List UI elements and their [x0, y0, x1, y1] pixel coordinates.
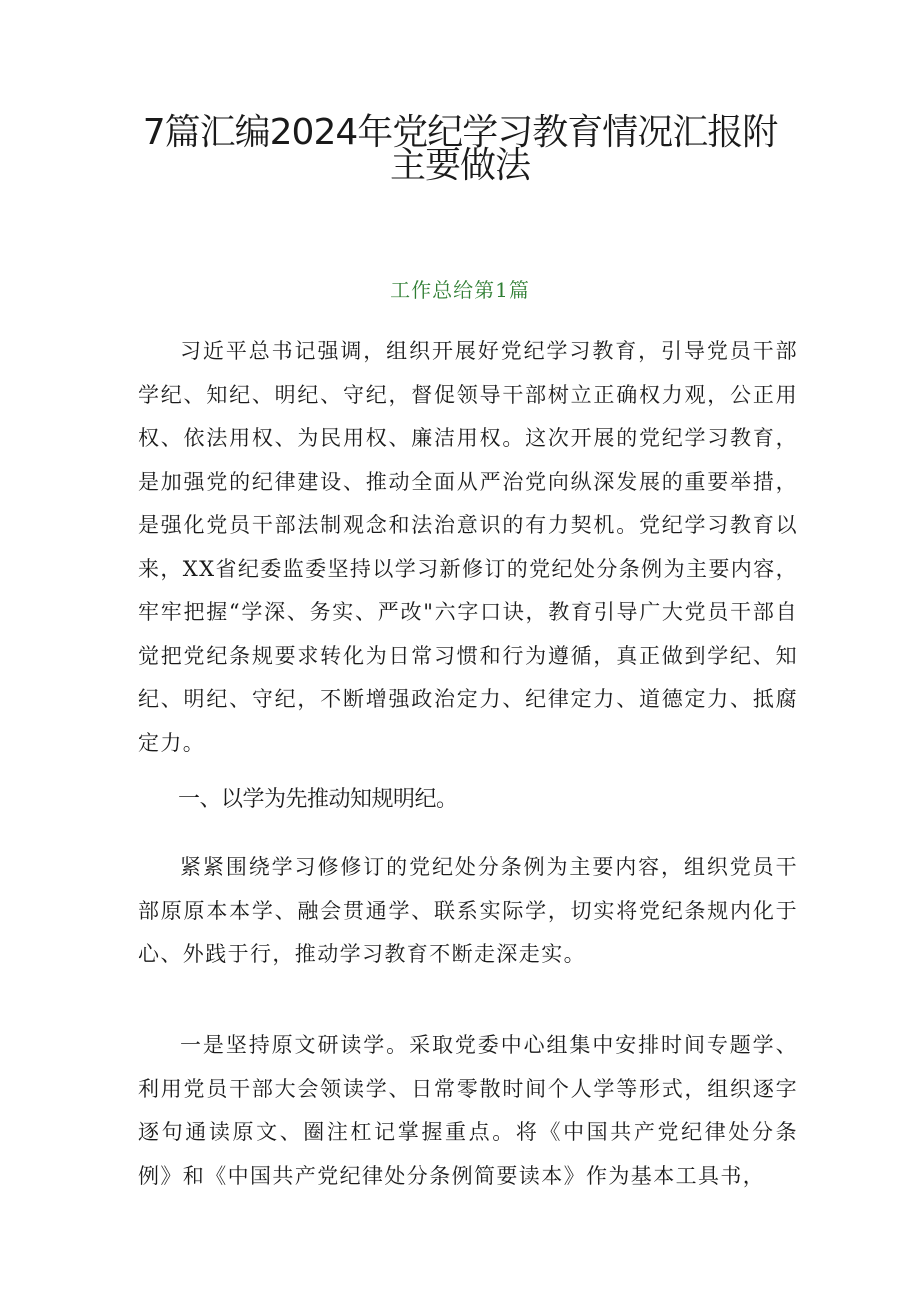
body-paragraph-study: 紧紧围绕学习修修订的党纪处分条例为主要内容，组织党员干部原原本本学、融会贯通学、联系实际学，切实将党纪条规内化于心、外践于行，推动学习教育不断走深走实。: [138, 855, 798, 966]
body-paragraph-original-text: 一是坚持原文研读学。采取党委中心组集中安排时间专题学、利用党员干部大会领读学、日常零散时间个人学等形式，组织逐字逐句通读原文、圈注杠记掌握重点。将《中国共产党纪律处分条例》和《中国共产党纪律处分条例简要读本》作为基本工具书，: [138, 1033, 798, 1188]
document-title-line-2: 主要做法: [389, 145, 530, 186]
body-paragraph-intro: 习近平总书记强调，组织开展好党纪学习教育，引导党员干部学纪、知纪、明纪、守纪，督促领导干部树立正确权力观，公正用权、依法用权、为民用权、廉洁用权。这次开展的党纪学习教育，是加强党的纪律建设、推动全面从严治党向纵深发展的重要举措，是强化党员干部法制观念和法治意识的有力契机。党纪学习教育以来，XX省纪委监委坚持以学习新修订的党纪处分条例为主要内容，牢牢把握“学深、务实、严改"六字口诀，教育引导广大党员干部自觉把党纪条规要求转化为日常习惯和行为遵循，真正做到学纪、知纪、明纪、守纪，不断增强政治定力、纪律定力、道德定力、抵腐定力。: [138, 339, 798, 755]
document-title-line-1: 7篇汇编2024年党纪学习教育情况汇报附: [142, 112, 778, 153]
subheading-one: 一、以学为先推动知规明纪。: [178, 787, 458, 812]
section-heading: 工作总给第1篇: [390, 278, 530, 302]
